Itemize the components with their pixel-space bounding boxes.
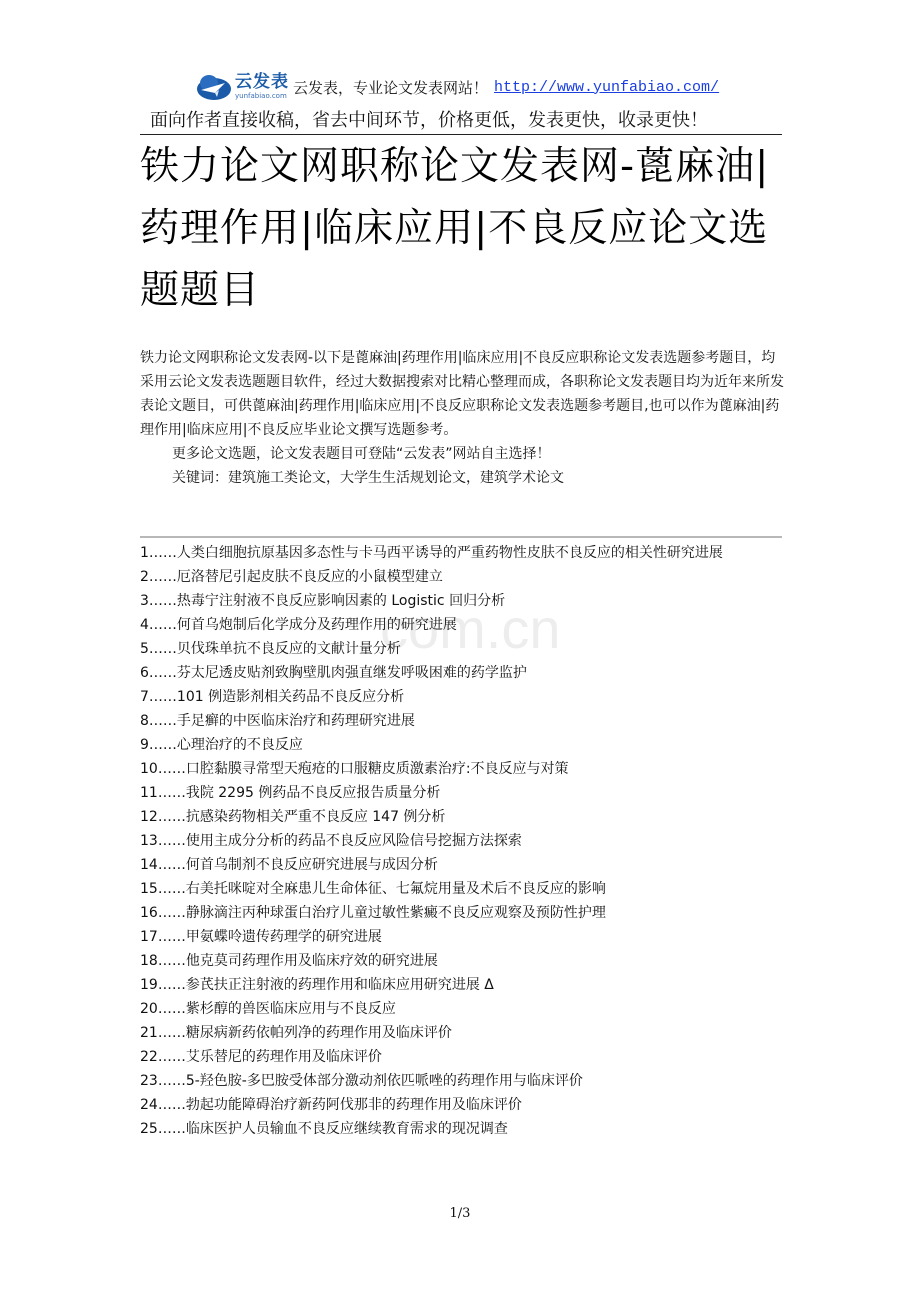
- logo-domain: yunfabiao.com: [235, 92, 287, 100]
- site-logo[interactable]: [195, 72, 289, 102]
- topic-item: 24……勃起功能障碍治疗新药阿伐那非的药理作用及临床评价: [140, 1097, 522, 1113]
- topic-item: 20……紫杉醇的兽医临床应用与不良反应: [140, 1001, 396, 1017]
- topic-item: 8……手足癣的中医临床治疗和药理研究进展: [140, 713, 415, 729]
- topic-item: 1……人类白细胞抗原基因多态性与卡马西平诱导的严重药物性皮肤不良反应的相关性研究进展: [140, 545, 723, 561]
- topic-item: 17……甲氨蝶呤遗传药理学的研究进展: [140, 929, 382, 945]
- topic-item: 15……右美托咪啶对全麻患儿生命体征、七氟烷用量及术后不良反应的影响: [140, 881, 606, 897]
- more-topics-note: 更多论文选题，论文发表题目可登陆“云发表”网站自主选择！: [172, 446, 551, 462]
- watermark: com.cn: [380, 597, 561, 660]
- topic-item: 25……临床医护人员输血不良反应继续教育需求的现况调查: [140, 1121, 508, 1137]
- intro-section: [140, 346, 785, 490]
- topic-item: 21……糖尿病新药依帕列净的药理作用及临床评价: [140, 1025, 452, 1041]
- site-tagline: 云发表，专业论文发表网站！: [293, 78, 489, 97]
- topic-item: 13……使用主成分分析的药品不良反应风险信号挖掘方法探索: [140, 833, 522, 849]
- logo-name: 云发表: [235, 72, 289, 92]
- topic-item: 10……口腔黏膜寻常型天疱疮的口服糖皮质激素治疗:不良反应与对策: [140, 761, 569, 777]
- topic-item: 14……何首乌制剂不良反应研究进展与成因分析: [140, 857, 438, 873]
- page-number: 1/3: [449, 1206, 471, 1221]
- topic-item: 11……我院 2295 例药品不良反应报告质量分析: [140, 785, 441, 801]
- cloud-plane-icon: [195, 72, 233, 102]
- topic-item: 9……心理治疗的不良反应: [140, 737, 303, 753]
- page-title: 铁力论文网职称论文发表网-蓖麻油|药理作用|临床应用|不良反应论文选题题目: [140, 144, 770, 313]
- intro-paragraph: 铁力论文网职称论文发表网-以下是蓖麻油|药理作用|临床应用|不良反应职称论文发表选题参考题目，均采用云论文发表选题题目软件，经过大数据搜索对比精心整理而成，各职称论文发表题目均为近年来所发表论文题目，可供蓖麻油|药理作用|临床应用|不良反应职称论文发表选题参考题目,也可以作为蓖麻油|药理作用|临床应用|不良反应毕业论文撰写选题参考。: [140, 350, 784, 438]
- page-header: [140, 68, 782, 135]
- topic-item: 22……艾乐替尼的药理作用及临床评价: [140, 1049, 382, 1065]
- topic-item: 6……芬太尼透皮贴剂致胸壁肌肉强直继发呼吸困难的药学监护: [140, 665, 527, 681]
- keywords-line: 关键词：建筑施工类论文，大学生生活规划论文，建筑学术论文: [172, 470, 564, 486]
- topic-item: 2……厄洛替尼引起皮肤不良反应的小鼠模型建立: [140, 569, 443, 585]
- topic-item: 3……热毒宁注射液不良反应影响因素的 Logistic 回归分析: [140, 593, 506, 609]
- topic-item: 23……5-羟色胺-多巴胺受体部分激动剂依匹哌唑的药理作用与临床评价: [140, 1073, 583, 1089]
- topic-item: 5……贝伐珠单抗不良反应的文献计量分析: [140, 641, 401, 657]
- topic-item: 16……静脉滴注丙种球蛋白治疗儿童过敏性紫癜不良反应观察及预防性护理: [140, 905, 606, 921]
- section-divider: [140, 536, 782, 538]
- topic-list: [140, 541, 785, 1141]
- site-url-link[interactable]: http://www.yunfabiao.com/: [494, 78, 720, 96]
- topic-item: 18……他克莫司药理作用及临床疗效的研究进展: [140, 953, 438, 969]
- site-slogan: 面向作者直接收稿，省去中间环节，价格更低，发表更快，收录更快！: [150, 110, 708, 131]
- topic-item: 12……抗感染药物相关严重不良反应 147 例分析: [140, 809, 446, 825]
- topic-item: 19……参芪扶正注射液的药理作用和临床应用研究进展 Δ: [140, 977, 494, 993]
- logo-text: [235, 74, 289, 100]
- topic-item: 4……何首乌炮制后化学成分及药理作用的研究进展: [140, 617, 457, 633]
- topic-item: 7……101 例造影剂相关药品不良反应分析: [140, 689, 405, 705]
- brand-row: [195, 70, 719, 104]
